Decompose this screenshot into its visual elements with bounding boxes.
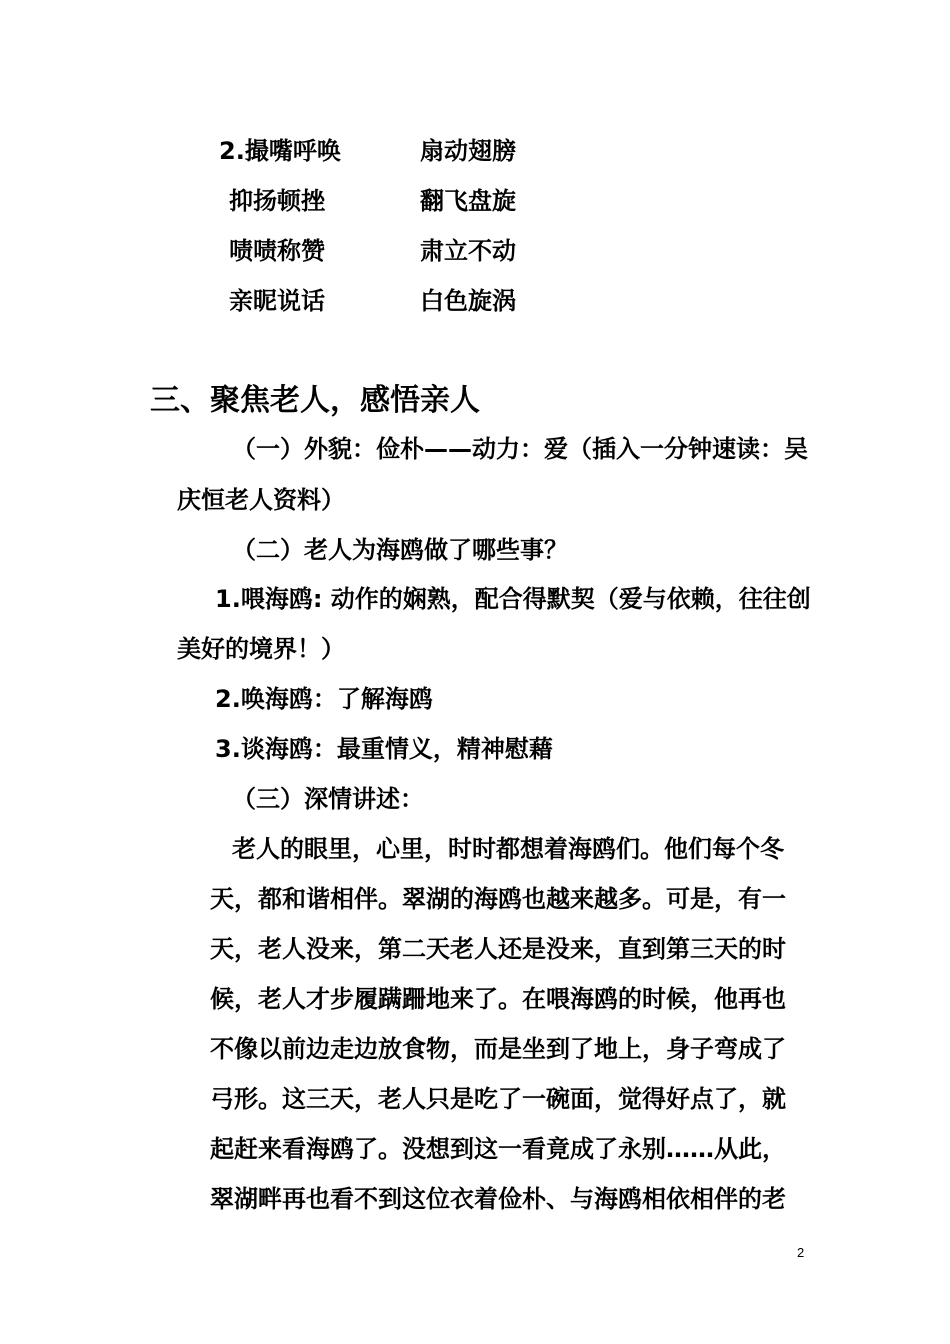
story-line: 天，都和谐相伴。翠湖的海鸥也越来越多。可是，有一 bbox=[210, 885, 786, 913]
story-line: 天，老人没来，第二天老人还是没来，直到第三天的时 bbox=[210, 935, 786, 963]
paragraph-line: （一）外貌：俭朴——动力：爱（插入一分钟速读：吴 bbox=[232, 435, 808, 463]
section-heading: 三、聚焦老人，感悟亲人 bbox=[150, 383, 480, 418]
list-item-continuation: 美好的境界！） bbox=[177, 635, 345, 663]
vocab-item: 白色旋涡 bbox=[420, 287, 516, 315]
paragraph-line: （三）深情讲述： bbox=[232, 785, 424, 813]
list-item: 3.谈海鸥：最重情义，精神慰藉 bbox=[215, 735, 553, 763]
vocab-item: 2.撮嘴呼唤 bbox=[219, 137, 341, 165]
paragraph-line: （二）老人为海鸥做了哪些事？ bbox=[232, 536, 568, 564]
vocab-item: 抑扬顿挫 bbox=[229, 187, 325, 215]
story-line: 候，老人才步履蹒跚地来了。在喂海鸥的时候，他再也 bbox=[210, 985, 786, 1013]
paragraph-line: 庆恒老人资料） bbox=[177, 486, 345, 514]
story-line: 不像以前边走边放食物，而是坐到了地上，身子弯成了 bbox=[210, 1035, 786, 1063]
story-line: 翠湖畔再也看不到这位衣着俭朴、与海鸥相依相伴的老 bbox=[210, 1185, 786, 1213]
story-line: 老人的眼里，心里，时时都想着海鸥们。他们每个冬 bbox=[232, 835, 784, 863]
list-item: 1.喂海鸥: 动作的娴熟，配合得默契（爱与依赖，往往创 bbox=[215, 585, 811, 613]
vocab-item: 啧啧称赞 bbox=[229, 237, 325, 265]
page-number: 2 bbox=[797, 1245, 805, 1260]
vocab-item: 扇动翅膀 bbox=[420, 137, 516, 165]
vocab-item: 亲昵说话 bbox=[229, 287, 325, 315]
vocab-item: 翻飞盘旋 bbox=[420, 187, 516, 215]
story-line: 弓形。这三天，老人只是吃了一碗面，觉得好点了，就 bbox=[210, 1085, 786, 1113]
vocab-item: 肃立不动 bbox=[420, 237, 516, 265]
list-item: 2.唤海鸥：了解海鸥 bbox=[215, 685, 433, 713]
story-line: 起赶来看海鸥了。没想到这一看竟成了永别……从此， bbox=[210, 1135, 786, 1163]
